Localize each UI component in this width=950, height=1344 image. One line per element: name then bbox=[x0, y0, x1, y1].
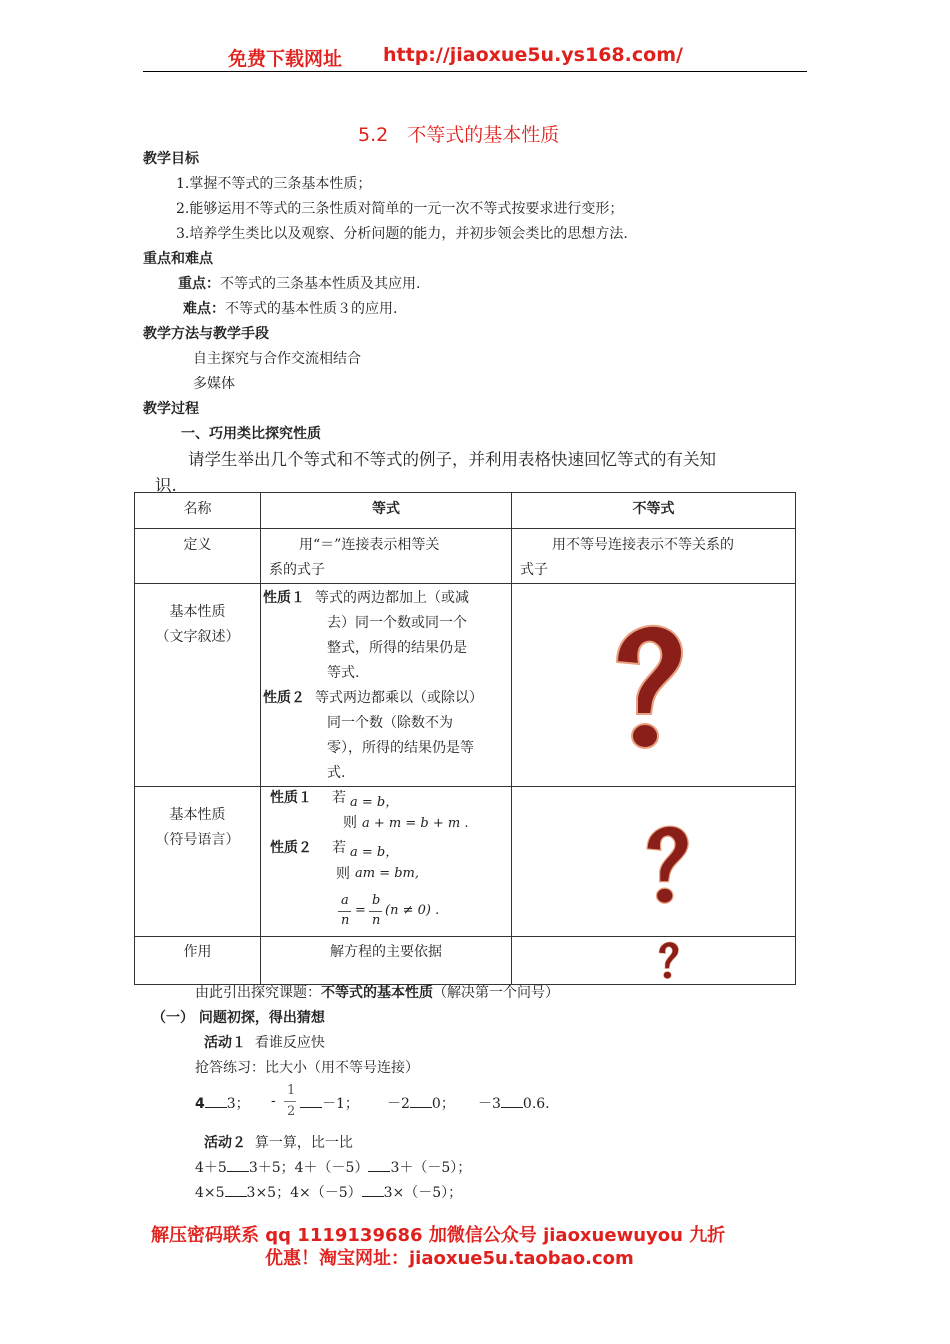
calc-expr: 3＋5；4＋（－5） bbox=[248, 1160, 369, 1176]
symbol-property-1-label: 性质１ bbox=[270, 790, 312, 806]
goal-item: 2.能够运用不等式的三条性质对简单的一元一次不等式按要求进行变形； bbox=[176, 201, 624, 217]
symbol-property-1-result: a + m = b + m . bbox=[362, 816, 469, 831]
cell-eq-symbol-properties bbox=[261, 787, 512, 937]
question-mark-icon bbox=[607, 624, 687, 754]
fraction-denominator: n bbox=[341, 913, 350, 928]
compare-left: 4 bbox=[195, 1096, 205, 1112]
diff-text: 不等式的基本性质３的应用. bbox=[225, 301, 398, 317]
activity-2-label: 活动２ bbox=[204, 1135, 246, 1151]
property-2-line: 同一个数（除数不为 bbox=[327, 715, 453, 731]
property-1-line: 去）同一个数或同一个 bbox=[327, 615, 467, 631]
part1-intro: 请学生举出几个等式和不等式的例子，并利用表格快速回忆等式的有关知 bbox=[188, 450, 716, 469]
answer-blank[interactable] bbox=[362, 1184, 384, 1197]
comparison-table bbox=[134, 492, 796, 985]
fraction-bar bbox=[369, 911, 382, 912]
table-row bbox=[135, 937, 796, 985]
row-label-text-properties bbox=[135, 584, 261, 787]
goals-heading: 教学目标 bbox=[143, 151, 199, 167]
footer-line-2: 优惠！淘宝网址：jiaoxue5u.taobao.com bbox=[265, 1248, 634, 1269]
fraction-bar bbox=[338, 911, 351, 912]
key-label: 重点： bbox=[178, 276, 220, 292]
diff-label: 难点： bbox=[183, 301, 225, 317]
question-mark-icon bbox=[636, 825, 696, 907]
row-label-definition: 定义 bbox=[135, 529, 261, 584]
compare-right: 0； bbox=[431, 1096, 455, 1112]
key-heading: 重点和难点 bbox=[143, 251, 213, 267]
cell-eq-text-properties bbox=[261, 584, 512, 787]
difficult-point bbox=[183, 298, 397, 318]
then-word: 则 bbox=[343, 815, 357, 831]
header-divider bbox=[143, 71, 807, 72]
compare-item-1 bbox=[195, 1093, 250, 1113]
table-row bbox=[135, 529, 796, 584]
property-1-line: 等式. bbox=[327, 665, 360, 681]
calc-expr: 4×5 bbox=[195, 1185, 225, 1201]
cell-eq-definition bbox=[261, 529, 512, 584]
header-cell-inequality: 不等式 bbox=[512, 493, 796, 529]
page-title: 5.2 不等式的基本性质 bbox=[358, 124, 560, 146]
property-2-line: 式. bbox=[327, 765, 346, 781]
part2-heading: （一） 问题初探，得出猜想 bbox=[152, 1010, 325, 1026]
negative-sign: - bbox=[271, 1093, 276, 1109]
activity-1-label: 活动１ bbox=[204, 1035, 246, 1051]
cell-ineq-text-properties bbox=[512, 584, 796, 787]
compare-item-3 bbox=[387, 1093, 455, 1113]
compare-item-4 bbox=[478, 1093, 550, 1113]
answer-blank[interactable] bbox=[205, 1095, 227, 1108]
topic-tail: （解决第一个问号） bbox=[433, 985, 559, 1001]
fraction-numerator: a bbox=[341, 893, 349, 908]
then-word: 则 bbox=[336, 866, 350, 882]
header-cell-name: 名称 bbox=[135, 493, 261, 529]
answer-blank[interactable] bbox=[227, 1159, 249, 1172]
key-text: 不等式的三条基本性质及其应用. bbox=[220, 276, 421, 292]
calc-line-2 bbox=[195, 1182, 462, 1202]
answer-blank[interactable] bbox=[300, 1095, 322, 1108]
property-2-label: 性质２ bbox=[263, 690, 305, 706]
method-item: 自主探究与合作交流相结合 bbox=[193, 351, 361, 367]
row-label-line: （符号语言） bbox=[155, 832, 240, 848]
property-1-line: 整式，所得的结果仍是 bbox=[327, 640, 467, 656]
fraction-denominator: 2 bbox=[287, 1104, 296, 1119]
method-item: 多媒体 bbox=[193, 376, 235, 392]
calc-expr: 3×5；4×（－5） bbox=[246, 1185, 362, 1201]
header-url-link[interactable]: http://jiaoxue5u.ys168.com/ bbox=[383, 44, 683, 66]
if-word: 若 bbox=[332, 840, 346, 856]
calc-expr: 3＋（－5）； bbox=[390, 1160, 472, 1176]
cell-ineq-use bbox=[512, 937, 796, 985]
row-label-line: （文字叙述） bbox=[155, 629, 240, 645]
fraction-numerator: b bbox=[372, 893, 381, 908]
row-label-line: 基本性质 bbox=[169, 604, 226, 620]
activity-2-text: 算一算，比一比 bbox=[254, 1135, 353, 1151]
calc-expr: 4＋5 bbox=[195, 1160, 227, 1176]
property-2-line: 等式两边都乘以（或除以） bbox=[315, 690, 483, 706]
goal-item: 1.掌握不等式的三条基本性质； bbox=[176, 176, 372, 192]
compare-left: －3 bbox=[478, 1096, 501, 1112]
property-2-text bbox=[263, 686, 511, 786]
cell-ineq-definition bbox=[512, 529, 796, 584]
fraction-denominator: n bbox=[372, 913, 381, 928]
compare-item-2-rest bbox=[300, 1093, 359, 1113]
header-label: 免费下载网址 bbox=[228, 48, 343, 70]
eq-definition-line: 系的式子 bbox=[269, 562, 325, 578]
header-cell-equation: 等式 bbox=[261, 493, 512, 529]
activity-2 bbox=[204, 1132, 353, 1152]
row-label-line: 基本性质 bbox=[169, 807, 226, 823]
key-point bbox=[178, 273, 420, 293]
symbol-property-1-condition: a = b， bbox=[350, 795, 399, 810]
calc-expr: 3×（－5）； bbox=[383, 1185, 463, 1201]
property-1-line: 等式的两边都加上（或减 bbox=[315, 590, 469, 606]
eq-definition-line: 用“＝”连接表示相等关 bbox=[299, 537, 440, 553]
table-header-row bbox=[135, 493, 796, 529]
compare-right: 3； bbox=[226, 1096, 250, 1112]
symbol-property-2-condition: a = b， bbox=[350, 845, 399, 860]
topic-intro bbox=[195, 982, 559, 1002]
topic-title: 不等式的基本性质 bbox=[321, 985, 433, 1001]
fraction-bar bbox=[284, 1101, 296, 1102]
cell-eq-use: 解方程的主要依据 bbox=[261, 937, 512, 985]
cell-ineq-symbol-properties bbox=[512, 787, 796, 937]
row-label-use: 作用 bbox=[135, 937, 261, 985]
fraction-numerator: 1 bbox=[287, 1083, 296, 1098]
table-row bbox=[135, 787, 796, 937]
topic-lead: 由此引出探究课题： bbox=[195, 985, 321, 1001]
activity-1-task: 抢答练习：比大小（用不等号连接） bbox=[195, 1060, 419, 1076]
part1-heading: 一、巧用类比探究性质 bbox=[181, 426, 321, 442]
answer-blank[interactable] bbox=[501, 1095, 523, 1108]
activity-1-text: 看谁反应快 bbox=[254, 1035, 325, 1051]
answer-blank[interactable] bbox=[410, 1095, 432, 1108]
fraction-condition: (n ≠ 0) . bbox=[385, 903, 440, 918]
symbol-property-2-label: 性质２ bbox=[270, 840, 312, 856]
compare-right: －1； bbox=[322, 1096, 359, 1112]
if-word: 若 bbox=[332, 790, 346, 806]
ineq-definition-line: 用不等号连接表示不等关系的 bbox=[552, 537, 734, 553]
compare-left: －2 bbox=[387, 1096, 410, 1112]
compare-right: 0.6. bbox=[522, 1096, 550, 1112]
property-1-label: 性质１ bbox=[263, 590, 305, 606]
part1-intro-cont: 识. bbox=[155, 476, 177, 495]
table-row bbox=[135, 584, 796, 787]
symbol-property-2-result: am = bm, bbox=[355, 866, 420, 881]
row-label-symbol-properties bbox=[135, 787, 261, 937]
compare-item-2 bbox=[271, 1093, 276, 1109]
calc-line-1 bbox=[195, 1157, 471, 1177]
question-mark-icon bbox=[656, 941, 680, 981]
property-2-line: 零），所得的结果仍是等 bbox=[327, 740, 474, 756]
goal-item: 3.培养学生类比以及观察、分析问题的能力，并初步领会类比的思想方法. bbox=[176, 226, 628, 242]
method-heading: 教学方法与教学手段 bbox=[143, 326, 269, 342]
footer-line-1: 解压密码联系 qq 1119139686 加微信公众号 jiaoxuewuyou 九折 bbox=[151, 1225, 726, 1246]
equals-sign: = bbox=[355, 903, 366, 918]
ineq-definition-line: 式子 bbox=[520, 562, 548, 578]
answer-blank[interactable] bbox=[368, 1159, 390, 1172]
activity-1 bbox=[204, 1032, 325, 1052]
property-1-text bbox=[263, 586, 511, 686]
answer-blank[interactable] bbox=[225, 1184, 247, 1197]
process-heading: 教学过程 bbox=[143, 401, 199, 417]
